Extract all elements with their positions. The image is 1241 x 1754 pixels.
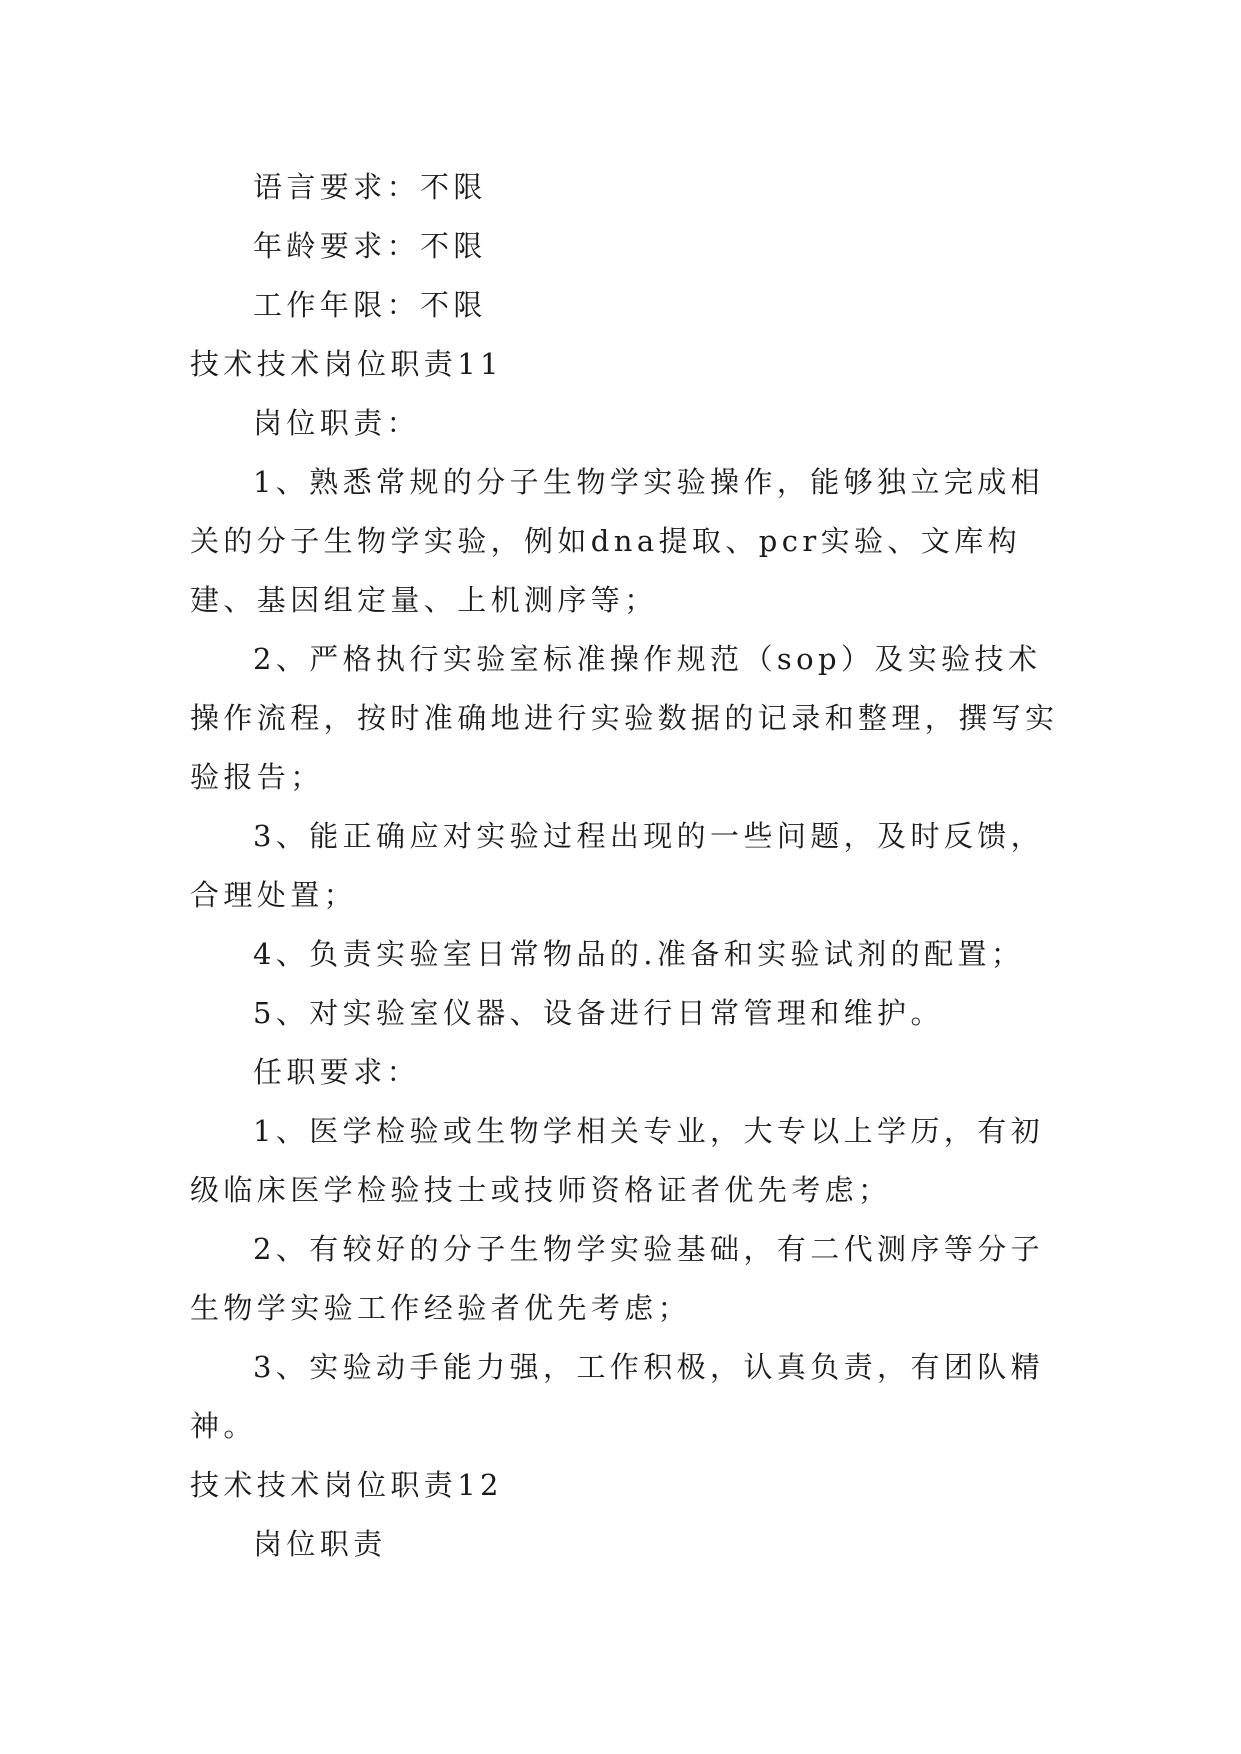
duty-item-5: 5、对实验室仪器、设备进行日常管理和维护。 — [253, 996, 944, 1030]
requirement-item-3: 3、实验动手能力强，工作积极，认真负责，有团队精神。 — [190, 1350, 1045, 1443]
duties-heading-2: 岗位职责 — [253, 1527, 387, 1561]
duty-item-4: 4、负责实验室日常物品的.准备和实验试剂的配置； — [253, 937, 1025, 971]
language-requirement: 语言要求：不限 — [253, 170, 487, 204]
duty-item-2: 2、严格执行实验室标准操作规范（sop）及实验技术操作流程，按时准确地进行实验数据的记录和整理，撰写实验报告； — [190, 642, 1059, 794]
duty-item-1: 1、熟悉常规的分子生物学实验操作，能够独立完成相关的分子生物学实验，例如dna提取、pcr实验、文库构建、基因组定量、上机测序等； — [190, 465, 1045, 617]
requirement-item-2: 2、有较好的分子生物学实验基础，有二代测序等分子生物学实验工作经验者优先考虑； — [190, 1232, 1045, 1325]
requirement-item-1: 1、医学检验或生物学相关专业，大专以上学历，有初级临床医学检验技士或技师资格证者优先考虑； — [190, 1114, 1045, 1207]
section-heading-11: 技术技术岗位职责11 — [190, 347, 503, 381]
age-requirement: 年龄要求：不限 — [253, 229, 487, 263]
requirements-heading: 任职要求： — [253, 1055, 421, 1089]
duty-item-3: 3、能正确应对实验过程出现的一些问题，及时反馈，合理处置； — [190, 819, 1045, 912]
document-body — [190, 158, 1070, 1574]
duties-heading: 岗位职责： — [253, 406, 421, 440]
section-heading-12: 技术技术岗位职责12 — [190, 1468, 503, 1502]
work-years-requirement: 工作年限：不限 — [253, 288, 487, 322]
